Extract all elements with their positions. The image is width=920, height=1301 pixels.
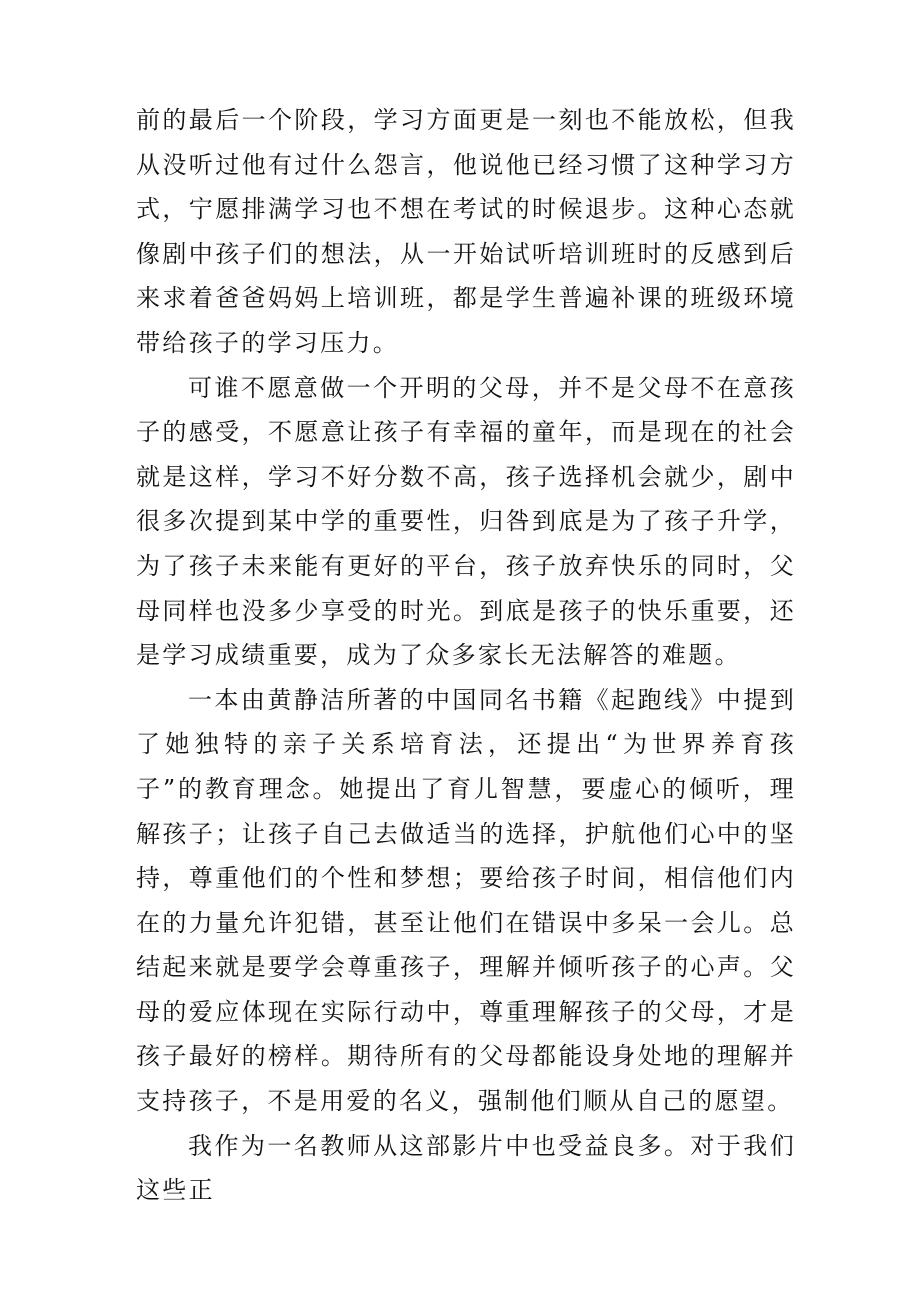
paragraph-teacher: 我作为一名教师从这部影片中也受益良多。对于我们这些正 — [136, 1131, 796, 1205]
paragraph-continuation: 前的最后一个阶段，学习方面更是一刻也不能放松，但我从没听过他有过什么怨言，他说他已经习惯了这种学习方式，宁愿排满学习也不想在考试的时候退步。这种心态就像剧中孩子们的想法，从一开始试听培训班时的反感到后来求着爸爸妈妈上培训班，都是学生普遍补课的班级环境带给孩子的学习压力。 — [136, 106, 796, 357]
paragraph-book: 一本由黄静洁所著的中国同名书籍《起跑线》中提到了她独特的亲子关系培育法，还提出“为世界养育孩子”的教育理念。她提出了育儿智慧，要虚心的倾听，理解孩子；让孩子自己去做适当的选择，护航他们心中的坚持，尊重他们的个性和梦想；要给孩子时间，相信他们内在的力量允许犯错，甚至让他们在错误中多呆一会儿。总结起来就是要学会尊重孩子，理解并倾听孩子的心声。父母的爱应体现在实际行动中，尊重理解孩子的父母，才是孩子最好的榜样。期待所有的父母都能设身处地的理解并支持孩子，不是用爱的名义，强制他们顺从自己的愿望。 — [136, 685, 796, 1116]
paragraph-parents: 可谁不愿意做一个开明的父母，并不是父母不在意孩子的感受，不愿意让孩子有幸福的童年，而是现在的社会就是这样，学习不好分数不高，孩子选择机会就少，剧中很多次提到某中学的重要性，归咎到底是为了孩子升学，为了孩子未来能有更好的平台，孩子放弃快乐的同时，父母同样也没多少享受的时光。到底是孩子的快乐重要，还是学习成绩重要，成为了众多家长无法解答的难题。 — [136, 373, 796, 670]
document-body — [136, 98, 796, 1213]
